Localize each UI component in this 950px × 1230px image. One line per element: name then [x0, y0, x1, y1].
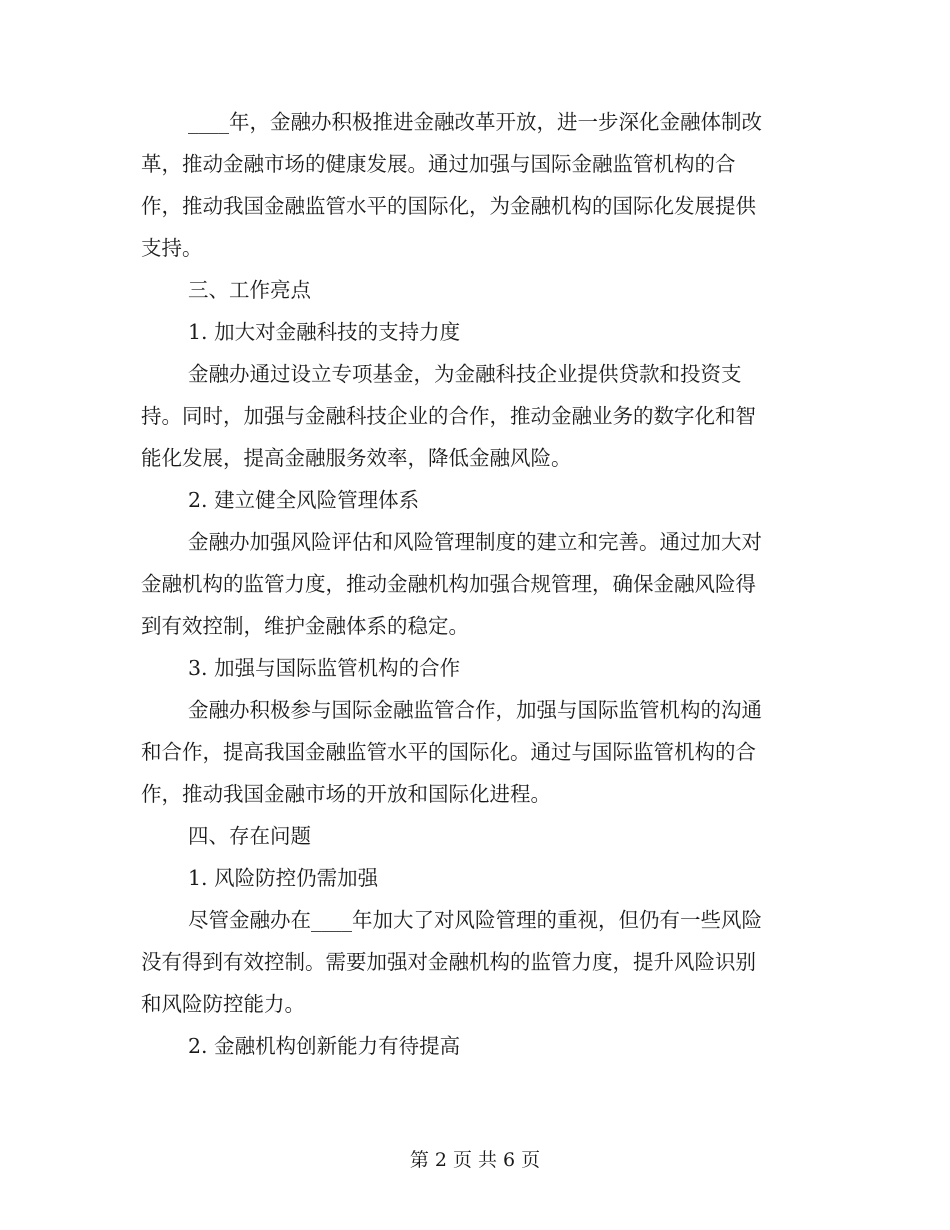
section-heading — [141, 1025, 798, 1067]
document-page — [141, 101, 798, 1067]
body-paragraph — [141, 353, 798, 479]
text-line: 革，推动金融市场的健康发展。通过加强与国际金融监管机构的合 — [141, 152, 736, 176]
text-line: 能化发展，提高金融服务效率，降低金融风险。 — [141, 446, 572, 470]
body-paragraph — [141, 521, 798, 647]
text-line: 支持。 — [141, 236, 203, 260]
body-paragraph — [141, 101, 798, 269]
text-line: 1. 风险防控仍需加强 — [188, 866, 379, 890]
section-heading — [141, 479, 798, 521]
text-line: 尽管金融办在____年加大了对风险管理的重视，但仍有一些风险 — [188, 908, 762, 932]
text-line: 2. 建立健全风险管理体系 — [188, 488, 420, 512]
text-line: 金融办积极参与国际金融监管合作，加强与国际监管机构的沟通 — [188, 698, 762, 722]
text-line: 四、存在问题 — [188, 824, 311, 848]
text-line: 和合作，提高我国金融监管水平的国际化。通过与国际监管机构的合 — [141, 740, 756, 764]
text-line: 持。同时，加强与金融科技企业的合作，推动金融业务的数字化和智 — [141, 404, 756, 428]
text-line: 1. 加大对金融科技的支持力度 — [188, 320, 461, 344]
text-line: 到有效控制，维护金融体系的稳定。 — [141, 614, 469, 638]
page-footer: 第 2 页 共 6 页 — [409, 1149, 541, 1171]
body-paragraph — [141, 899, 798, 1025]
section-heading — [141, 857, 798, 899]
text-line: 作，推动我国金融监管水平的国际化，为金融机构的国际化发展提供 — [141, 194, 756, 218]
text-line: 金融机构的监管力度，推动金融机构加强合规管理，确保金融风险得 — [141, 572, 756, 596]
text-line: 没有得到有效控制。需要加强对金融机构的监管力度，提升风险识别 — [141, 950, 756, 974]
body-paragraph — [141, 689, 798, 815]
text-line: 三、工作亮点 — [188, 278, 311, 302]
text-line: ____年，金融办积极推进金融改革开放，进一步深化金融体制改 — [188, 110, 762, 134]
section-heading — [141, 647, 798, 689]
section-heading — [141, 269, 798, 311]
text-line: 和风险防控能力。 — [141, 992, 305, 1016]
text-line: 金融办加强风险评估和风险管理制度的建立和完善。通过加大对 — [188, 530, 762, 554]
text-line: 2. 金融机构创新能力有待提高 — [188, 1034, 461, 1058]
text-line: 作，推动我国金融市场的开放和国际化进程。 — [141, 782, 551, 806]
text-line: 3. 加强与国际监管机构的合作 — [188, 656, 461, 680]
text-line: 金融办通过设立专项基金，为金融科技企业提供贷款和投资支 — [188, 362, 742, 386]
section-heading — [141, 815, 798, 857]
section-heading — [141, 311, 798, 353]
